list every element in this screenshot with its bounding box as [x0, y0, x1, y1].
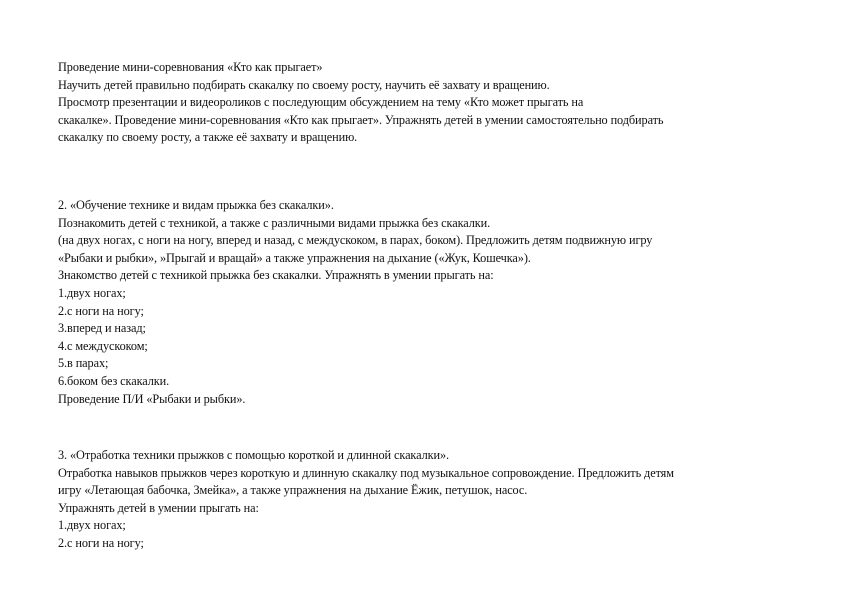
text-line: скакалке». Проведение мини-соревнования «Кто как прыгает». Упражнять детей в умении самостоятельно подбирать — [58, 112, 664, 127]
list-item: 1.двух ногах; — [58, 518, 126, 533]
list-item: 6.боком без скакалки. — [58, 373, 170, 388]
list-item: 2.с ноги на ногу; — [58, 303, 144, 318]
text-line: Упражнять детей в умении прыгать на: — [58, 500, 259, 515]
list-item: 1.двух ногах; — [58, 285, 126, 300]
section-jump-technique — [58, 197, 818, 408]
list-item: 4.с междускоком; — [58, 338, 148, 353]
text-line: (на двух ногах, с ноги на ногу, вперед и назад, с междускоком, в парах, боком). Предложить детям подвижную игру — [58, 233, 653, 248]
text-line: Отработка навыков прыжков через короткую и длинную скакалку под музыкальное сопровождение. Предложить детям — [58, 465, 674, 480]
text-line: Знакомство детей с техникой прыжка без скакалки. Упражнять в умении прыгать на: — [58, 268, 494, 283]
section-rope-practice — [58, 447, 818, 553]
text-line: игру «Летающая бабочка, Змейка», а также упражнения на дыхание Ёжик, петушок, насос. — [58, 483, 528, 498]
list-item: 3.вперед и назад; — [58, 321, 146, 336]
text-line: «Рыбаки и рыбки», »Прыгай и вращай» а также упражнения на дыхание («Жук, Кошечка»). — [58, 250, 531, 265]
section-1-title: Проведение мини-соревнования «Кто как прыгает» — [58, 60, 323, 74]
list-item: 2.с ноги на ногу; — [58, 535, 144, 550]
text-line: скакалку по своему росту, а также её захвату и вращению. — [58, 130, 358, 145]
list-item: 5.в парах; — [58, 356, 109, 371]
text-line: Познакомить детей с техникой, а также с различными видами прыжка без скакалки. — [58, 215, 491, 230]
text-line: Проведение П/И «Рыбаки и рыбки». — [58, 391, 246, 406]
section-3-title: 3. «Отработка техники прыжков с помощью короткой и длинной скакалки». — [58, 448, 449, 462]
section-mini-competition — [58, 59, 818, 147]
text-line: Просмотр презентации и видеороликов с последующим обсуждением на тему «Кто может прыгать на — [58, 95, 584, 110]
text-line: Научить детей правильно подбирать скакалку по своему росту, научить её захвату и вращению. — [58, 77, 550, 92]
section-2-title: 2. «Обучение технике и видам прыжка без скакалки». — [58, 198, 334, 212]
